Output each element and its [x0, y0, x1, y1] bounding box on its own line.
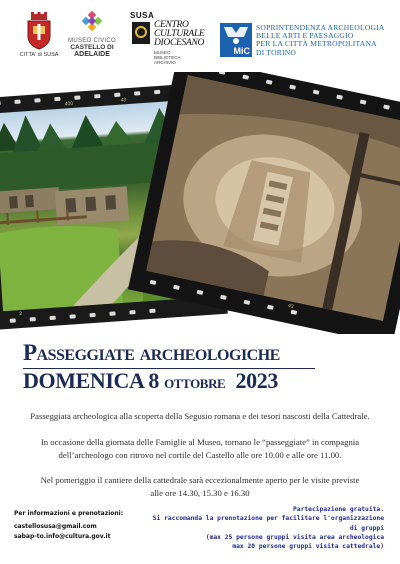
event-date: [23, 368, 278, 394]
contact-email-2[interactable]: sabap-to.info@cultura.gov.it: [14, 533, 111, 540]
soprint-line3: PER LA CITTÀ METROPOLITANA: [256, 39, 377, 49]
film-number: 43: [120, 97, 127, 104]
film-number: 400: [64, 100, 74, 108]
intro-paragraph: Passeggiata archeologica alla scoperta della Segusio romana e dei tesori nascosti della Cattedrale.: [30, 411, 370, 421]
ring-icon: [132, 22, 150, 44]
soprintendenza-text: [256, 24, 396, 57]
cathedral-vault-photo: [146, 75, 400, 321]
morning-line2: dell’archeologo con ritrovo nel cortile del Castello alle ore 10.00 e alle ore 11.00.: [58, 449, 342, 460]
partic-line3: (max 25 persone gruppi visita area archeologica: [205, 533, 384, 541]
contact-email-1[interactable]: castellosusa@gmail.com: [14, 523, 97, 530]
mic-label: MiC: [233, 46, 250, 56]
date-month: ottobre: [164, 372, 226, 393]
centro-subtext: [154, 50, 181, 65]
centro-small3: ARCHIVIO: [154, 60, 176, 65]
partic-line1: Partecipazione gratuita.: [293, 506, 384, 513]
crest-icon: [25, 12, 53, 50]
film-number: 43: [287, 303, 295, 311]
centro-line1: CENTRO: [154, 20, 189, 30]
centro-line3: DIOCESANO: [154, 38, 205, 48]
castello-line3: ADELAIDE: [74, 51, 110, 58]
mic-logo: [220, 23, 252, 57]
soprint-line4: DI TORINO: [256, 47, 297, 57]
centro-culturale-logo: [130, 11, 210, 63]
castello-line1: MUSEO CIVICO: [68, 38, 116, 44]
soprint-line1: SOPRINTENDENZA ARCHEOLOGIA: [256, 23, 385, 32]
centro-wordmark: [154, 21, 204, 48]
centro-small1: MUSEO: [154, 50, 171, 55]
film-strip-photos: [0, 72, 400, 334]
diamond-mosaic-icon: [78, 11, 106, 35]
afternoon-paragraph: [16, 474, 384, 499]
soprint-line2: BELLE ARTI E PAESAGGIO: [256, 31, 354, 41]
event-title: Passeggiate archeologiche: [23, 340, 280, 365]
date-year: 2023: [225, 368, 278, 393]
afternoon-line1: Nel pomeriggio il cantiere della cattedrale sarà eccezionalmente aperto per le visite previste: [40, 475, 360, 485]
film-frame-right: [128, 72, 400, 334]
centro-line2: CULTURALE: [154, 29, 205, 39]
contact-info: [14, 509, 154, 542]
city-caption: CITTA' di SUSA: [19, 52, 59, 58]
partic-line2: Si raccomanda la prenotazione per facilitare l'organizzazione di gruppi: [152, 515, 384, 532]
logo-strip: [0, 0, 400, 72]
date-day: DOMENICA 8: [23, 368, 165, 393]
mic-symbol-icon: [220, 23, 252, 47]
partic-line4: max 20 persone gruppi visita cattedrale): [232, 543, 384, 551]
participation-info: [144, 505, 384, 551]
morning-paragraph: [16, 436, 384, 461]
castello-line2: CASTELLO DI: [70, 44, 114, 51]
citta-di-susa-logo: [18, 12, 60, 58]
susa-heading: SUSA: [130, 11, 155, 20]
film-number: 2: [19, 310, 23, 318]
museo-castello-logo: [64, 11, 120, 59]
morning-line1: In occasione della giornata delle Famiglie al Museo, tornano le “passeggiate” in compagnia: [40, 437, 360, 447]
contact-label: Per informazioni e prenotazioni:: [14, 510, 124, 517]
centro-small2: BIBLIOTECA: [154, 55, 181, 60]
afternoon-line2: alle ore 14.30, 15.30 e 16.30: [150, 487, 250, 498]
